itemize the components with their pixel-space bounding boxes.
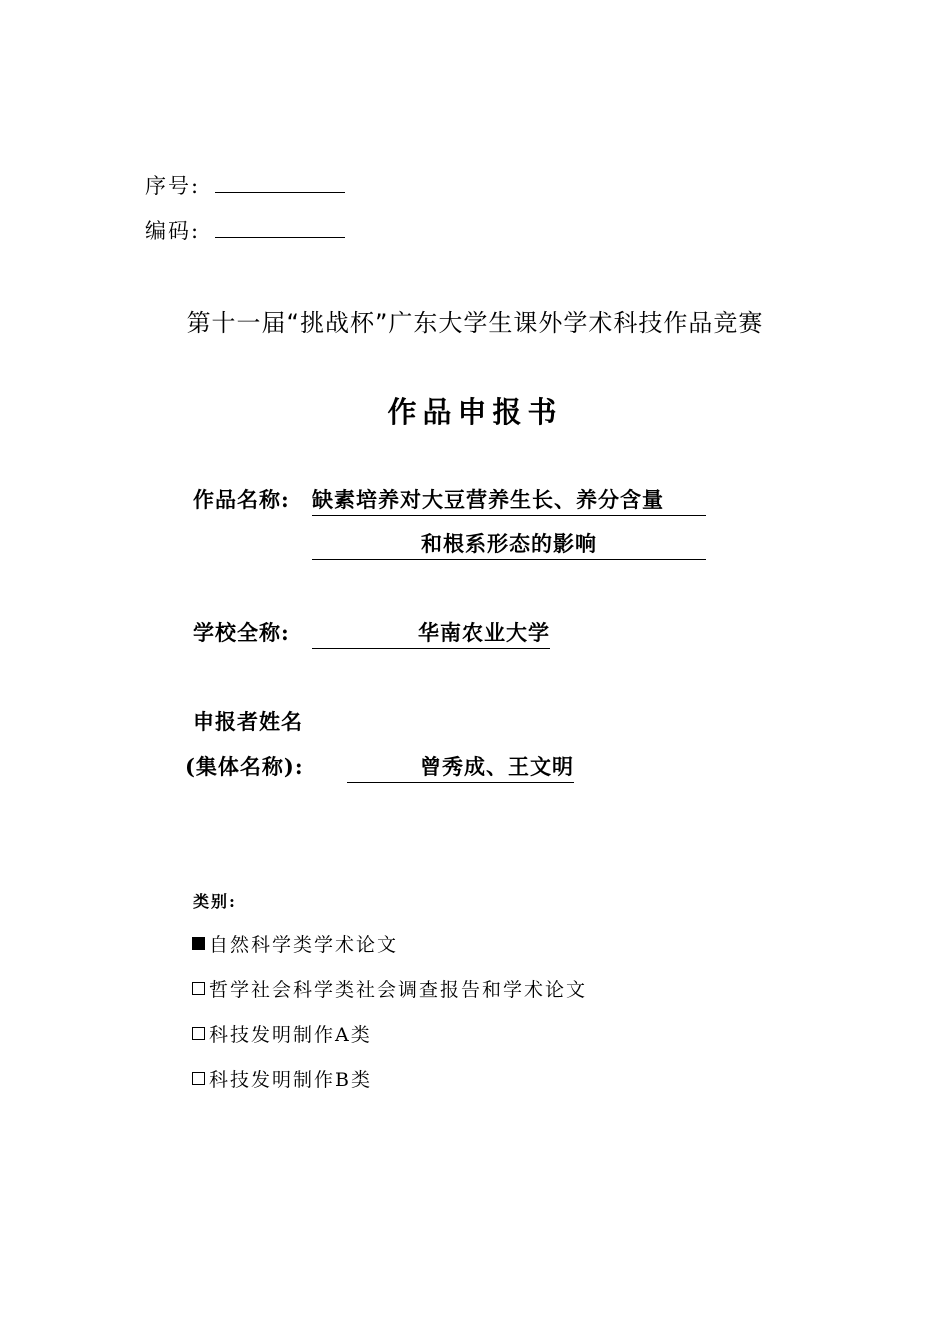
work-name-value-line1: 缺素培养对大豆营养生长、养分含量	[312, 484, 706, 516]
category-option-invention-a[interactable]	[192, 1020, 372, 1047]
work-name-label: 作品名称:	[193, 487, 290, 512]
category-option-natural-science[interactable]	[192, 930, 398, 957]
category-label: 类别:	[193, 892, 237, 911]
school-label: 学校全称:	[193, 620, 290, 645]
code-label: 编码:	[145, 219, 201, 243]
checkbox-unchecked-icon	[192, 1027, 205, 1040]
category-option-invention-b[interactable]	[192, 1065, 372, 1092]
document-title: 作品申报书	[387, 395, 563, 429]
serial-blank	[215, 172, 345, 193]
applicant-value: 曾秀成、王文明	[347, 751, 574, 783]
category-option-label: 科技发明制作A类	[209, 1024, 372, 1046]
checkbox-unchecked-icon	[192, 982, 205, 995]
applicant-label-line2: (集体名称):	[185, 754, 304, 779]
category-option-social-science[interactable]	[192, 975, 587, 1002]
checkbox-checked-icon	[192, 937, 205, 950]
checkbox-unchecked-icon	[192, 1072, 205, 1085]
serial-label: 序号:	[145, 174, 201, 198]
work-name-value-line2: 和根系形态的影响	[312, 528, 706, 560]
category-option-label: 自然科学类学术论文	[209, 934, 399, 956]
serial-row	[145, 170, 345, 200]
category-option-label: 哲学社会科学类社会调查报告和学术论文	[209, 979, 588, 1001]
category-option-label: 科技发明制作B类	[209, 1069, 372, 1091]
code-blank	[215, 217, 345, 238]
code-row	[145, 215, 345, 245]
applicant-label-line1: 申报者姓名	[193, 709, 303, 734]
school-value: 华南农业大学	[312, 617, 550, 649]
contest-title: 第十一届“挑战杯”广东大学生课外学术科技作品竞赛	[186, 309, 764, 337]
